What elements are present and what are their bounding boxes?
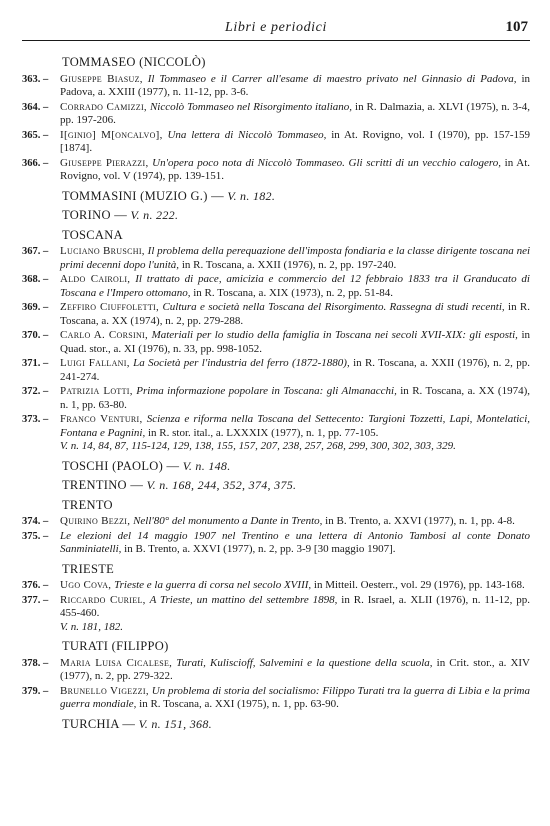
- bibliography-entry: [22, 245, 530, 272]
- section-cross-reference: V. n. 151, 368.: [138, 716, 212, 731]
- entry-body: [58, 273, 530, 300]
- entry-source: in B. Trento, a. XXVI (1977), n. 2, pp. 3-9 [30 maggio 1907].: [124, 543, 396, 555]
- entry-number: 364. –: [22, 101, 49, 113]
- entry-citation: [60, 273, 530, 300]
- entry-citation: [60, 357, 530, 384]
- entry-title: Scienza e riforma nella Toscana del Settecento: Targioni Tozzetti, Lapi, Montelatici, Fontana e Pagnini,: [60, 413, 530, 439]
- section-cross-reference: V. n. 168, 244, 352, 374, 375.: [146, 478, 297, 492]
- entry-body: [58, 129, 530, 156]
- entry-citation: [60, 73, 530, 100]
- bibliography-entry: [22, 101, 530, 128]
- entry-citation: [60, 157, 530, 184]
- entry-citation: [60, 129, 530, 156]
- entry-author: Giuseppe Biasuz,: [60, 72, 143, 85]
- entry-source: in R. Toscana, a. XX (1974), n. 1, pp. 63-80.: [60, 385, 531, 411]
- entry-author: Carlo A. Corsini,: [60, 329, 149, 341]
- entry-author: Brunello Vigezzi,: [60, 684, 149, 697]
- entry-number: 379. –: [22, 685, 49, 697]
- section-heading-text: TOSCHI (PAOLO) —: [62, 458, 180, 473]
- entry-number: 370. –: [22, 330, 49, 341]
- entry-citation: [60, 657, 530, 684]
- section-cross-reference: V. n. 222.: [130, 208, 179, 222]
- entry-author: Patrizia Lotti,: [60, 385, 133, 397]
- entry-citation: [60, 245, 530, 272]
- entry-title: Un'opera poco nota di Niccolò Tommaseo. Gli scritti di un vecchio calogero,: [152, 156, 502, 169]
- entry-citation: [60, 301, 530, 328]
- entry-see-also: V. n. 14, 84, 87, 115-124, 129, 138, 155, 157, 207, 238, 257, 268, 299, 300, 302, 303, 329.: [60, 440, 456, 452]
- entry-author: Luigi Fallani,: [60, 357, 130, 369]
- entry-citation: [60, 329, 530, 356]
- entry-author: Maria Luisa Cicalese,: [60, 656, 173, 669]
- entry-body: [58, 329, 530, 356]
- entry-source: in R. Toscana, a. XXII (1976), n. 2, pp. 241-274.: [60, 357, 530, 383]
- entry-number: 363. –: [22, 73, 49, 85]
- section-heading: [22, 640, 530, 654]
- section-heading-text: TORINO —: [62, 208, 128, 222]
- entry-number: 368. –: [22, 274, 49, 285]
- section-heading-text: TOMMASEO (NICCOLÒ): [62, 55, 206, 69]
- entry-number: 378. –: [22, 657, 49, 669]
- bibliography-entry: [22, 273, 530, 300]
- section-heading: [22, 229, 530, 243]
- section-cross-reference: V. n. 182.: [227, 188, 276, 203]
- entry-body: [58, 245, 530, 272]
- entry-body: [58, 515, 530, 529]
- entry-title: La Società per l'industria del ferro (1872-1880),: [133, 357, 350, 369]
- entry-title: Materiali per lo studio della famiglia in Toscana nei secoli XVII-XIX: gli esposti,: [151, 329, 518, 341]
- entry-body: [58, 385, 530, 412]
- entry-title: Una lettera di Niccolò Tommaseo,: [167, 128, 327, 141]
- entry-citation: [60, 579, 530, 593]
- entry-citation: [60, 515, 530, 529]
- bibliography-entry: [22, 385, 530, 412]
- entry-author: Quirino Bezzi,: [60, 515, 131, 527]
- entry-source: in R. Toscana, a. XXII (1976), n. 2, pp. 197-240.: [181, 258, 397, 271]
- entry-source: in At. Rovigno, vol. I (1970), pp. 157-159 [1874].: [60, 128, 531, 154]
- entry-title: Trieste e la guerra di corsa nel secolo XVIII,: [114, 579, 312, 591]
- entry-title: A Trieste, un mattino del settembre 1898,: [149, 593, 338, 606]
- bibliography-entry: [22, 301, 530, 328]
- entry-source: in R. Toscana, a. XXI (1975), n. 1, pp. 63-90.: [139, 698, 339, 710]
- section-heading-text: TURATI (FILIPPO): [62, 639, 169, 653]
- entry-author: Corrado Camizzi,: [60, 100, 147, 113]
- entry-number: 372. –: [22, 386, 49, 397]
- entry-title: Nell'80° del monumento a Dante in Trento,: [133, 515, 323, 527]
- entry-source: in Crit. stor., a. XIV (1977), n. 2, pp. 279-322.: [60, 656, 531, 682]
- entry-title: Le elezioni del 14 maggio 1907 nel Trentino e una lettera di Antonio Tambosi al conte Donato Sanminiatelli,: [60, 529, 530, 555]
- entry-author: Ugo Cova,: [60, 579, 112, 591]
- entry-title: Turati, Kuliscioff, Salvemini e la questione della scuola,: [176, 656, 433, 669]
- bibliography-entry: [22, 73, 530, 100]
- section-heading: [22, 479, 530, 493]
- section-heading: [22, 499, 530, 513]
- entry-citation: [60, 594, 530, 621]
- entry-source: in B. Trento, a. XXVI (1977), n. 1, pp. 4-8.: [325, 515, 515, 527]
- running-header: [22, 18, 530, 41]
- section-heading-text: TRIESTE: [62, 561, 115, 576]
- bibliography-entry: [22, 579, 530, 593]
- section-heading-text: TURCHIA —: [62, 716, 136, 731]
- entry-author: Giuseppe Pierazzi,: [60, 156, 149, 169]
- section-cross-reference: V. n. 148.: [182, 458, 231, 473]
- entry-body: [58, 101, 530, 128]
- entry-body: [58, 157, 530, 184]
- bibliography-entry: [22, 657, 530, 684]
- entry-source: in R. Toscana, a. XIX (1973), n. 2, pp. 51-84.: [193, 286, 393, 299]
- entry-number: 366. –: [22, 157, 49, 169]
- entry-number: 374. –: [22, 516, 49, 527]
- entry-body: [58, 413, 530, 454]
- section-heading: [22, 718, 530, 732]
- entry-body: [58, 594, 530, 635]
- entry-title: Il problema della perequazione dell'imposta fondiaria e la classe dirigente toscana nei primi decenni dopo l'unità,: [60, 245, 531, 271]
- bibliography-entry: [22, 329, 530, 356]
- section-heading-text: TOMMASINI (MUZIO G.) —: [62, 188, 224, 203]
- bibliography-entry: [22, 515, 530, 529]
- bibliography-entry: [22, 594, 530, 635]
- entry-citation: [60, 685, 530, 712]
- section-heading-text: TOSCANA: [62, 227, 123, 242]
- entry-title: Il Tommaseo e il Carrer all'esame di maestro privato nel Ginnasio di Padova,: [147, 72, 517, 85]
- section-heading: [22, 460, 530, 474]
- section-heading: [22, 563, 530, 577]
- entry-title: Il trattato di pace, amicizia e commercio del 12 febbraio 1833 tra il Granducato di Toscana e l'Impero ottomano,: [60, 273, 530, 299]
- entry-title: Un problema di storia del socialismo: Filippo Turati tra la guerra di Libia e la prima guerra mondiale,: [60, 684, 530, 710]
- entry-citation: [60, 385, 530, 412]
- entry-author: Franco Venturi,: [60, 413, 143, 425]
- entry-citation: [60, 413, 530, 440]
- entry-number: 375. –: [22, 530, 49, 542]
- entry-author: I[ginio] M[oncalvo],: [60, 128, 163, 141]
- section-heading: [22, 190, 530, 204]
- entry-source: in At. Rovigno, vol. V (1974), pp. 139-151.: [60, 156, 531, 182]
- running-title: Libri e periodici: [225, 20, 327, 35]
- entry-author: Aldo Cairoli,: [60, 273, 131, 285]
- entry-number: 367. –: [22, 246, 49, 257]
- entry-title: Niccolò Tommaseo nel Risorgimento italiano,: [149, 100, 353, 113]
- entry-author: Zeffiro Ciuffoletti,: [60, 301, 160, 313]
- section-heading: [22, 56, 530, 70]
- entry-body: [58, 657, 530, 684]
- entry-see-also: V. n. 181, 182.: [60, 620, 124, 633]
- entry-number: 377. –: [22, 594, 49, 606]
- entry-author: Riccardo Curiel,: [60, 593, 146, 606]
- bibliography-entry: [22, 413, 530, 454]
- bibliography-entry: [22, 530, 530, 557]
- bibliography-entry: [22, 157, 530, 184]
- entry-source: in Quad. stor., a. XI (1976), n. 33, pp. 998-1052.: [60, 329, 530, 355]
- entry-number: 365. –: [22, 129, 49, 141]
- bibliography-entry: [22, 357, 530, 384]
- entry-number: 369. –: [22, 302, 49, 313]
- entry-source: in R. Israel, a. XLII (1976), n. 11-12, pp. 455-460.: [60, 593, 531, 619]
- entry-title: Prima informazione popolare in Toscana: gli Almanacchi,: [136, 385, 397, 397]
- entry-body: [58, 579, 530, 593]
- entry-body: [58, 357, 530, 384]
- entry-source: in Padova, a. XXIII (1977), n. 11-12, pp. 3-6.: [60, 72, 531, 98]
- entry-author: Luciano Bruschi,: [60, 245, 145, 257]
- entry-body: [58, 685, 530, 712]
- entry-source: in R. stor. ital., a. LXXXIX (1977), n. 1, pp. 77-105.: [148, 426, 379, 439]
- entry-source: in R. Toscana, a. XX (1974), n. 2, pp. 279-288.: [60, 301, 531, 327]
- entry-body: [58, 73, 530, 100]
- entry-number: 371. –: [22, 358, 49, 369]
- entry-body: [58, 530, 530, 557]
- entry-number: 376. –: [22, 580, 49, 591]
- entry-citation: [60, 101, 530, 128]
- bibliography-entry: [22, 129, 530, 156]
- section-heading: [22, 209, 530, 223]
- page-number: 107: [505, 19, 528, 35]
- entry-source: in R. Dalmazia, a. XLVI (1975), n. 3-4, pp. 197-206.: [60, 100, 531, 126]
- bibliography-list: [22, 50, 530, 734]
- section-heading-text: TRENTO: [62, 497, 113, 512]
- entry-number: 373. –: [22, 414, 49, 425]
- entry-citation: [60, 530, 530, 557]
- entry-source: in Mitteil. Oesterr., vol. 29 (1976), pp. 143-168.: [313, 579, 525, 591]
- entry-title: Cultura e società nella Toscana del Risorgimento. Rassegna di studi recenti,: [162, 301, 505, 313]
- section-heading-text: TRENTINO —: [62, 478, 144, 492]
- entry-body: [58, 301, 530, 328]
- bibliography-entry: [22, 685, 530, 712]
